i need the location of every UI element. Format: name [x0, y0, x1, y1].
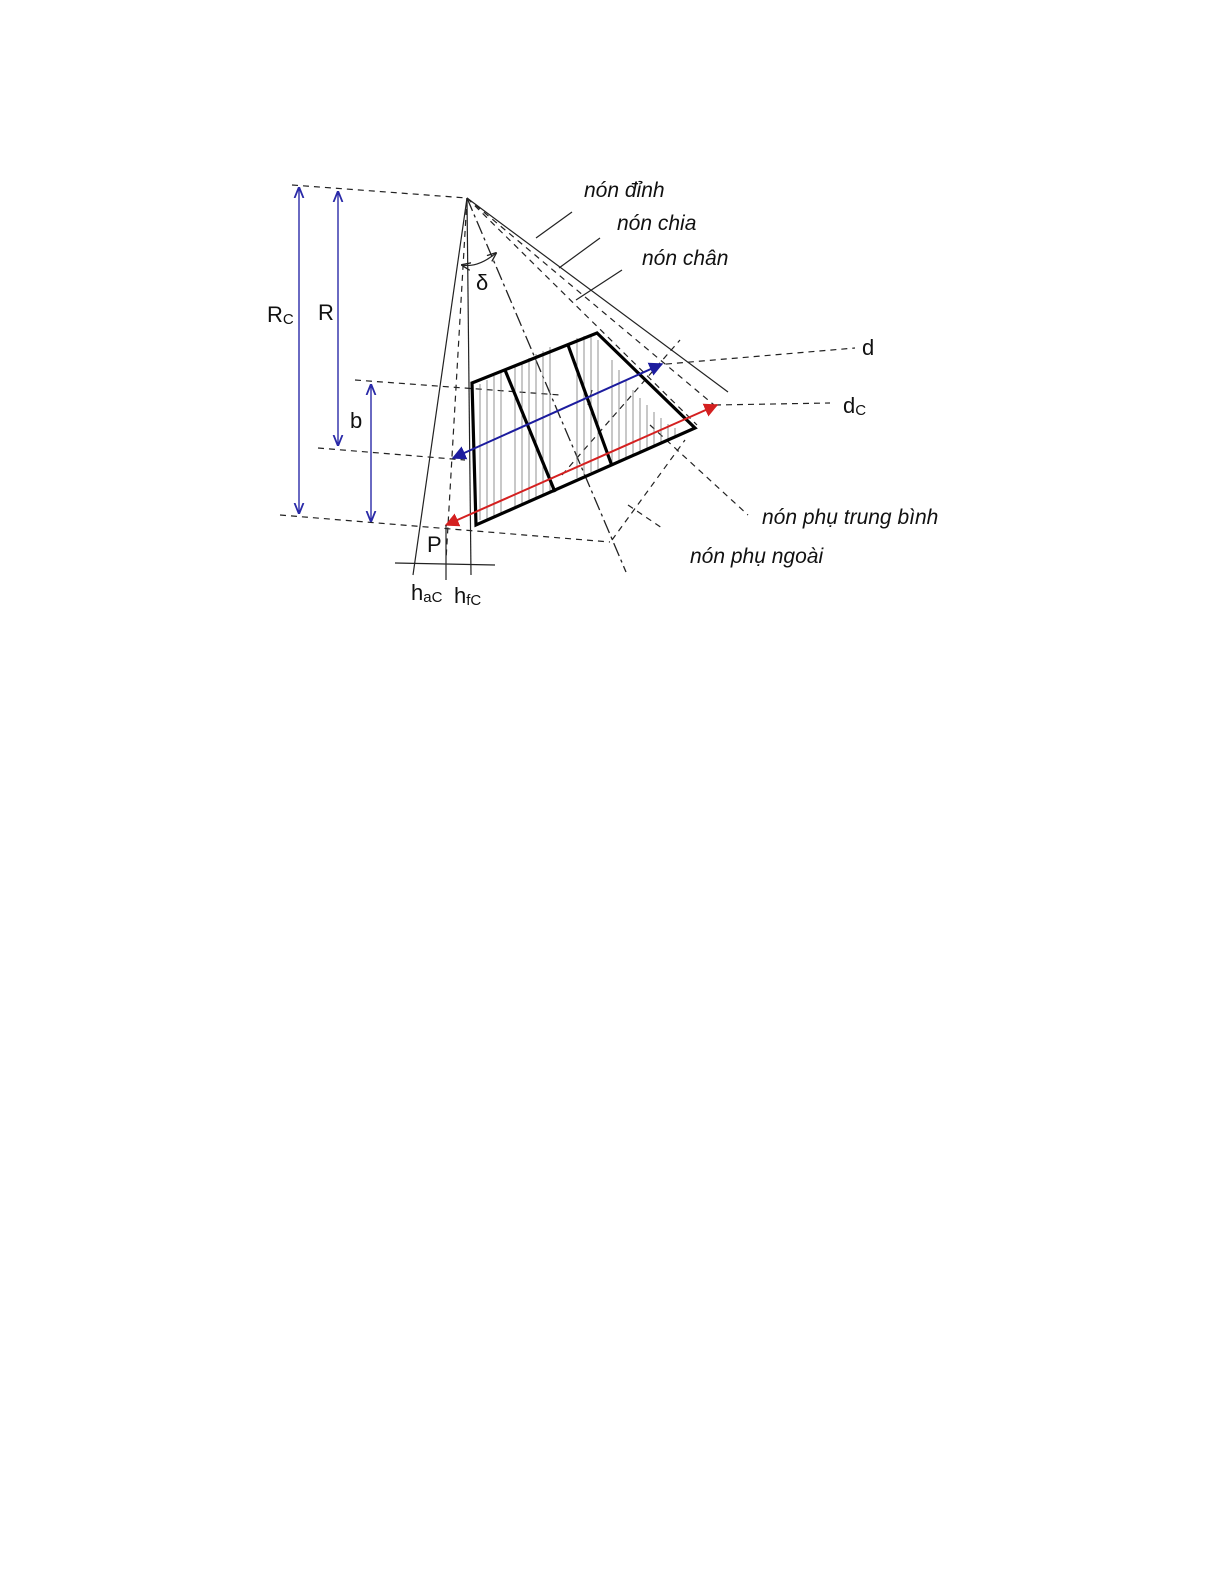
outer-back-cone-leader: [628, 505, 662, 528]
mean-back-cone-line: [562, 340, 680, 475]
tip-cone-label: nón đỉnh: [584, 179, 665, 202]
d-label: d: [862, 335, 875, 360]
mean-reference-line: [318, 448, 465, 460]
tooth-height-base-line: [395, 563, 495, 565]
b-label: b: [350, 408, 363, 433]
delta-label: δ: [476, 270, 489, 295]
mean-back-cone-label: nón phụ trung bình: [762, 506, 939, 529]
root-cone-generator-left: [467, 198, 471, 575]
outer-reference-line: [280, 515, 610, 542]
outer-back-cone-line: [612, 440, 685, 540]
pitch-cone-generator-left: [446, 198, 467, 560]
tip-cone-callout-tick: [536, 212, 572, 238]
outer-back-cone-label: nón phụ ngoài: [690, 545, 824, 568]
root-cone-label: nón chân: [642, 247, 729, 270]
rc-label: RC: [267, 302, 294, 328]
tooth-hatching: [480, 334, 675, 520]
pitch-cone-label: nón chia: [617, 212, 697, 235]
pitch-cone-callout-tick: [559, 238, 600, 268]
ha-label: haC: [411, 580, 443, 606]
p-label: P: [427, 532, 442, 557]
dc-label: dC: [843, 393, 867, 419]
r-label: R: [318, 300, 334, 325]
hf-label: hfC: [454, 583, 482, 609]
d-extension-line: [655, 348, 855, 365]
mean-back-cone-leader: [650, 425, 748, 515]
tooth-inner-boundary-right: [568, 345, 612, 466]
gear-axis: [467, 198, 626, 572]
dc-extension-line: [715, 403, 830, 405]
apex-reference-line: [292, 185, 467, 198]
